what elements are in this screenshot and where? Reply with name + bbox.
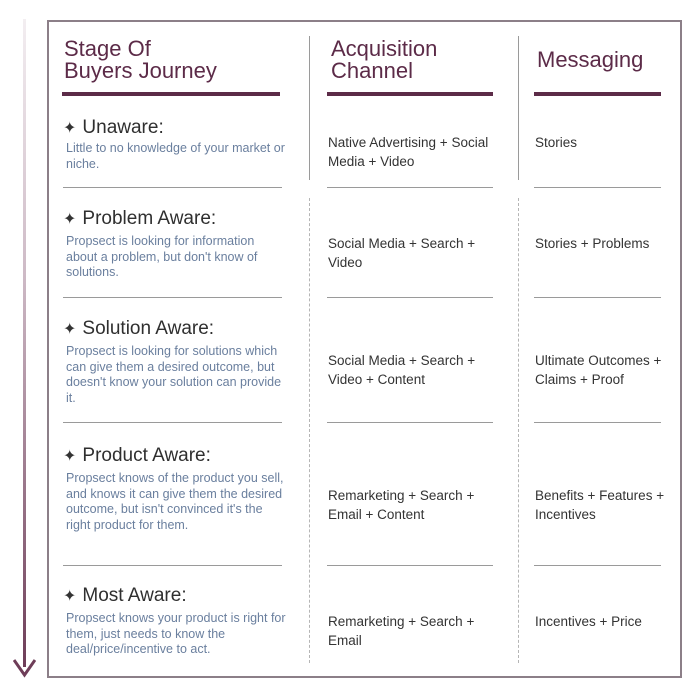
row-divider [327,565,493,566]
acquisition-channel-cell: Remarketing + Search + Email + Content [328,488,475,522]
four-point-star-icon: ✦ [63,588,77,605]
row-divider [327,187,493,188]
messaging-cell: Ultimate Outcomes + Claims + Proof [535,353,662,387]
column-header-stage-line2: Buyers Journey [64,58,217,83]
messaging-cell: Incentives + Price [535,614,642,629]
stage-description: Propsect is looking for information about a problem, but don't know of solutions. [66,234,258,279]
row-divider [534,565,661,566]
messaging-cell: Stories [535,135,578,150]
column-header-stage-line1: Stage Of [64,36,151,61]
journey-arrow-line [23,19,26,667]
stage-description: Little to no knowledge of your market or niche. [66,141,285,171]
acquisition-channel-cell: Remarketing + Search + Email [328,614,475,648]
messaging-cell: Benefits + Features + Incentives [535,488,665,522]
column-divider [309,36,310,180]
row-divider [63,297,282,298]
stage-description: Propsect knows of the product you sell, and knows it can give them the desired outcome, but isn't convinced it's the right product for them. [66,471,284,532]
down-arrow-icon [13,654,36,678]
stage-label: Solution Aware: [82,318,215,339]
column-header-messaging: Messaging [537,47,644,72]
row-divider [63,565,282,566]
column-header-channel [331,38,437,82]
stage-label: Problem Aware: [82,208,217,229]
stage-description: Propsect knows your product is right for them, just needs to know the deal/price/incentive to act. [66,611,286,656]
column-underline-messaging [534,92,661,96]
column-divider-dashed [518,198,519,663]
stage-label: Unaware: [82,117,164,138]
column-header-channel-line2: Channel [331,58,413,83]
column-divider-dashed [309,198,310,663]
row-divider [63,422,282,423]
row-divider [534,187,661,188]
four-point-star-icon: ✦ [63,211,77,228]
stage-title-problem-aware [63,208,216,231]
row-divider [327,297,493,298]
column-header-stage [64,38,217,82]
four-point-star-icon: ✦ [63,448,77,465]
stage-description: Propsect is looking for solutions which can give them a desired outcome, but doesn't know your solution can provide it. [66,344,282,405]
column-header-channel-line1: Acquisition [331,36,438,61]
stage-title-most-aware [63,585,187,608]
four-point-star-icon: ✦ [63,120,77,137]
row-divider [63,187,282,188]
row-divider [327,422,493,423]
row-divider [534,297,661,298]
column-underline-channel [327,92,493,96]
stage-label: Product Aware: [82,445,211,466]
column-divider [518,36,519,180]
acquisition-channel-cell: Social Media + Search + Video + Content [328,353,476,387]
acquisition-channel-cell: Social Media + Search + Video [328,236,476,270]
row-divider [534,422,661,423]
acquisition-channel-cell: Native Advertising + Social Media + Video [328,135,489,169]
stage-title-product-aware [63,445,211,468]
four-point-star-icon: ✦ [63,321,77,338]
stage-title-unaware [63,117,164,140]
stage-title-solution-aware [63,318,214,341]
messaging-cell: Stories + Problems [535,236,650,251]
column-underline-stage [62,92,280,96]
stage-label: Most Aware: [82,585,187,606]
